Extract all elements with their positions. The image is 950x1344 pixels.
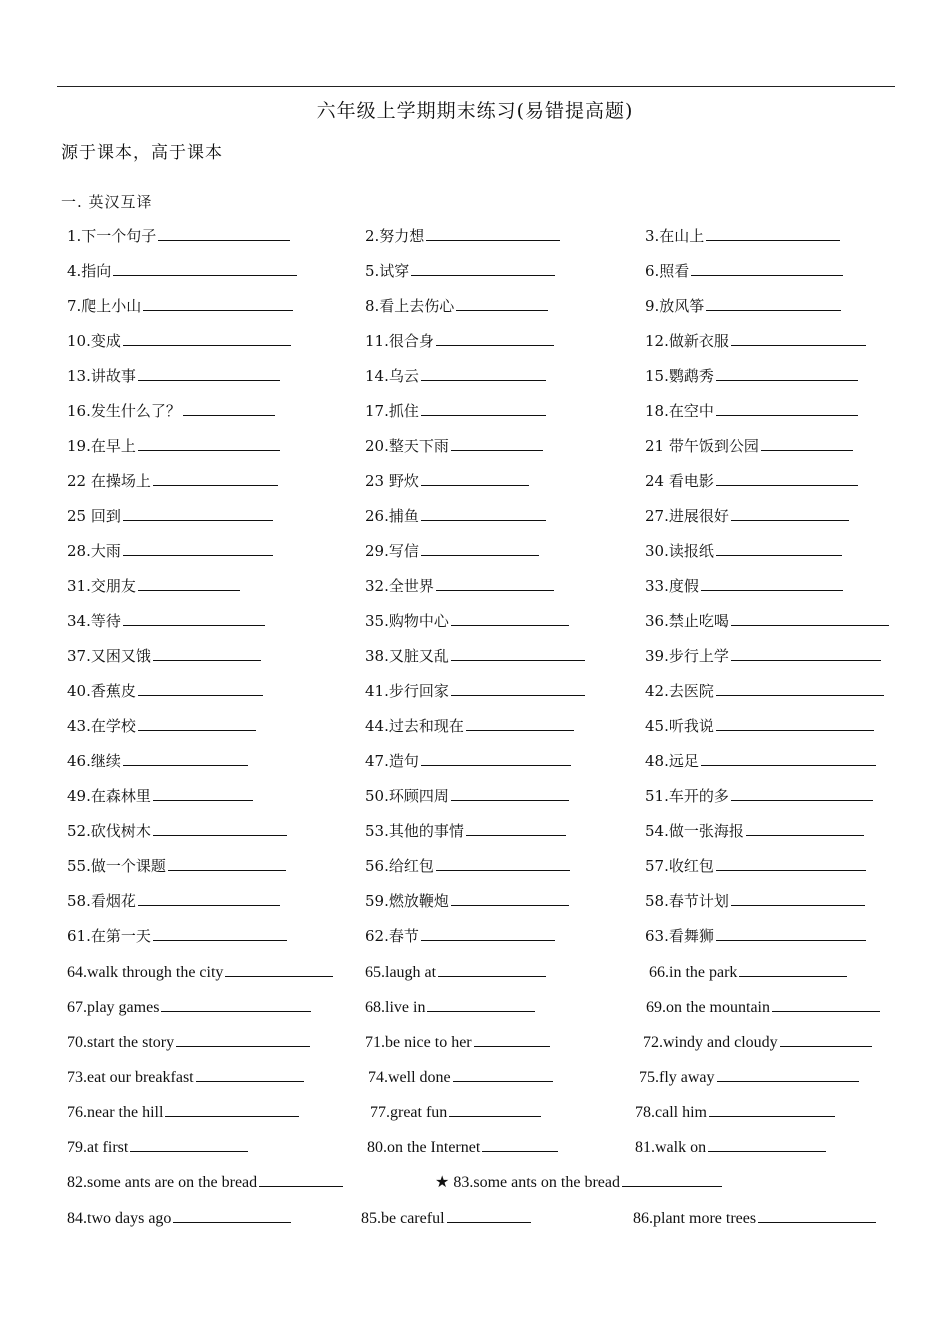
exercise-prompt: 33.度假 [645, 577, 699, 595]
answer-blank[interactable] [153, 786, 253, 801]
exercise-item [67, 891, 280, 911]
answer-blank[interactable] [449, 1102, 541, 1117]
exercise-item [645, 646, 881, 666]
exercise-prompt: 78.call him [635, 1104, 707, 1121]
exercise-item [67, 471, 278, 491]
answer-blank[interactable] [731, 786, 873, 801]
answer-blank[interactable] [138, 366, 280, 381]
answer-blank[interactable] [706, 226, 840, 241]
answer-blank[interactable] [772, 997, 880, 1012]
exercise-item [67, 576, 240, 596]
answer-blank[interactable] [622, 1172, 722, 1187]
answer-blank[interactable] [411, 261, 555, 276]
answer-blank[interactable] [421, 926, 555, 941]
exercise-prompt: 49.在森林里 [67, 787, 151, 805]
exercise-item [365, 506, 546, 526]
exercise-item [645, 681, 884, 701]
exercise-item [645, 296, 841, 316]
exercise-prompt: 14.乌云 [365, 367, 419, 385]
exercise-item [67, 506, 273, 526]
exercise-prompt: 41.步行回家 [365, 682, 449, 700]
answer-blank[interactable] [716, 926, 866, 941]
exercise-prompt: 10.变成 [67, 332, 121, 350]
answer-blank[interactable] [138, 716, 256, 731]
exercise-item [67, 296, 293, 316]
exercise-prompt: 48.远足 [645, 752, 699, 770]
answer-blank[interactable] [731, 891, 865, 906]
exercise-item [67, 856, 286, 876]
exercise-prompt: 62.春节 [365, 927, 419, 945]
exercise-prompt: 77.great fun [370, 1104, 448, 1121]
exercise-prompt: 72.windy and cloudy [643, 1034, 778, 1051]
answer-blank[interactable] [451, 786, 569, 801]
exercise-item [645, 506, 849, 526]
exercise-prompt: 1.下一个句子 [67, 227, 157, 245]
exercise-item [67, 331, 291, 351]
exercise-prompt: 45.听我说 [645, 717, 714, 735]
exercise-item [365, 786, 569, 806]
answer-blank[interactable] [716, 856, 866, 871]
exercise-item [67, 436, 280, 456]
exercise-prompt: 17.抓住 [365, 402, 419, 420]
answer-blank[interactable] [466, 716, 574, 731]
answer-blank[interactable] [123, 541, 273, 556]
exercise-item [645, 926, 866, 946]
exercise-item [646, 997, 880, 1018]
exercise-prompt: 20.整天下雨 [365, 437, 449, 455]
exercise-prompt: 53.其他的事情 [365, 822, 464, 840]
answer-blank[interactable] [143, 296, 293, 311]
exercise-item [365, 681, 585, 701]
exercise-item [67, 1208, 291, 1229]
answer-blank[interactable] [780, 1032, 872, 1047]
exercise-item [365, 856, 570, 876]
answer-blank[interactable] [421, 401, 546, 416]
answer-blank[interactable] [426, 226, 560, 241]
exercise-item [645, 786, 873, 806]
exercise-item [645, 891, 865, 911]
exercise-item [645, 541, 842, 561]
exercise-item [67, 926, 287, 946]
answer-blank[interactable] [758, 1208, 876, 1223]
answer-blank[interactable] [731, 331, 866, 346]
exercise-prompt: 34.等待 [67, 612, 121, 630]
answer-blank[interactable] [196, 1067, 304, 1082]
exercise-item [67, 366, 280, 386]
answer-blank[interactable] [708, 1137, 826, 1152]
exercise-item [370, 1102, 541, 1123]
exercise-item [365, 1032, 550, 1053]
exercise-item [365, 997, 535, 1018]
exercise-item [365, 821, 566, 841]
exercise-prompt: 35.购物中心 [365, 612, 449, 630]
answer-blank[interactable] [421, 471, 529, 486]
exercise-prompt: 13.讲故事 [67, 367, 136, 385]
exercise-item [645, 261, 843, 281]
exercise-prompt: 73.eat our breakfast [67, 1069, 194, 1086]
exercise-item [368, 1067, 553, 1088]
exercise-item [67, 261, 297, 281]
exercise-item [649, 962, 847, 983]
exercise-item [365, 646, 585, 666]
exercise-prompt: 31.交朋友 [67, 577, 136, 595]
exercise-prompt: 23 野炊 [365, 472, 419, 490]
exercise-item [645, 401, 858, 421]
answer-blank[interactable] [701, 751, 876, 766]
exercise-prompt: 84.two days ago [67, 1210, 172, 1227]
answer-blank[interactable] [691, 261, 843, 276]
exercise-prompt: 43.在学校 [67, 717, 136, 735]
answer-blank[interactable] [138, 436, 280, 451]
exercise-item [365, 226, 560, 246]
exercise-prompt: 2.努力想 [365, 227, 425, 245]
exercise-prompt: 79.at first [67, 1139, 129, 1156]
exercise-prompt: 74.well done [368, 1069, 451, 1086]
exercise-prompt: 66.in the park [649, 964, 738, 981]
exercise-item [633, 1208, 876, 1229]
answer-blank[interactable] [173, 1208, 291, 1223]
exercise-item [67, 646, 261, 666]
exercise-item [645, 821, 864, 841]
exercise-prompt: 28.大雨 [67, 542, 121, 560]
exercise-prompt: 32.全世界 [365, 577, 434, 595]
answer-blank[interactable] [153, 646, 261, 661]
exercise-prompt: 50.环顾四周 [365, 787, 449, 805]
top-rule [57, 86, 895, 87]
exercise-prompt: 65.laugh at [365, 964, 437, 981]
answer-blank[interactable] [421, 751, 571, 766]
exercise-prompt: 46.继续 [67, 752, 121, 770]
exercise-prompt: ★ 83.some ants on the bread [435, 1174, 620, 1191]
exercise-prompt: 61.在第一天 [67, 927, 151, 945]
answer-blank[interactable] [716, 541, 842, 556]
exercise-item [67, 997, 311, 1018]
exercise-item [645, 856, 866, 876]
answer-blank[interactable] [421, 506, 546, 521]
exercise-item [365, 962, 546, 983]
exercise-item [67, 401, 275, 421]
exercise-item [645, 366, 858, 386]
exercise-prompt: 80.on the Internet [367, 1139, 481, 1156]
exercise-item [645, 331, 866, 351]
exercise-prompt: 44.过去和现在 [365, 717, 464, 735]
exercise-item [67, 1032, 310, 1053]
exercise-item [365, 891, 569, 911]
exercise-prompt: 57.收红包 [645, 857, 714, 875]
exercise-prompt: 51.车开的多 [645, 787, 729, 805]
exercise-item [643, 1032, 872, 1053]
exercise-item [635, 1102, 835, 1123]
exercise-prompt: 27.进展很好 [645, 507, 729, 525]
exercise-item [365, 296, 548, 316]
answer-blank[interactable] [482, 1137, 558, 1152]
answer-blank[interactable] [451, 436, 543, 451]
exercise-item [645, 471, 858, 491]
exercise-prompt: 85.be careful [361, 1210, 445, 1227]
answer-blank[interactable] [161, 997, 311, 1012]
answer-blank[interactable] [731, 611, 889, 626]
worksheet-title: 六年级上学期期末练习(易错提高题) [316, 100, 634, 122]
exercise-prompt: 59.燃放鞭炮 [365, 892, 449, 910]
exercise-prompt: 58.春节计划 [645, 892, 729, 910]
exercise-item [67, 1067, 304, 1088]
answer-blank[interactable] [456, 296, 548, 311]
exercise-item [635, 1137, 826, 1158]
exercise-item [645, 436, 853, 456]
exercise-item [365, 576, 554, 596]
exercise-prompt: 39.步行上学 [645, 647, 729, 665]
exercise-item [645, 751, 876, 771]
exercise-prompt: 5.试穿 [365, 262, 410, 280]
answer-blank[interactable] [165, 1102, 299, 1117]
exercise-item [67, 611, 265, 631]
exercise-item [67, 751, 248, 771]
exercise-item [367, 1137, 558, 1158]
exercise-prompt: 22 在操场上 [67, 472, 151, 490]
exercise-prompt: 71.be nice to her [365, 1034, 472, 1051]
answer-blank[interactable] [716, 366, 858, 381]
answer-blank[interactable] [436, 331, 554, 346]
exercise-prompt: 19.在早上 [67, 437, 136, 455]
exercise-item [365, 436, 543, 456]
exercise-item [645, 611, 889, 631]
answer-blank[interactable] [447, 1208, 531, 1223]
answer-blank[interactable] [123, 506, 273, 521]
answer-blank[interactable] [761, 436, 853, 451]
exercise-prompt: 12.做新衣服 [645, 332, 729, 350]
exercise-item [365, 611, 569, 631]
exercise-prompt: 68.live in [365, 999, 426, 1016]
exercise-item [67, 541, 273, 561]
exercise-prompt: 76.near the hill [67, 1104, 164, 1121]
exercise-item [365, 261, 555, 281]
exercise-prompt: 42.去医院 [645, 682, 714, 700]
answer-blank[interactable] [153, 821, 287, 836]
answer-blank[interactable] [427, 997, 535, 1012]
exercise-prompt: 25 回到 [67, 507, 121, 525]
answer-blank[interactable] [421, 541, 539, 556]
answer-blank[interactable] [130, 1137, 248, 1152]
exercise-item [645, 716, 874, 736]
exercise-item [645, 576, 843, 596]
answer-blank[interactable] [716, 716, 874, 731]
answer-blank[interactable] [123, 751, 248, 766]
exercise-prompt: 70.start the story [67, 1034, 175, 1051]
exercise-prompt: 63.看舞狮 [645, 927, 714, 945]
exercise-prompt: 7.爬上小山 [67, 297, 142, 315]
exercise-prompt: 15.鹦鹉秀 [645, 367, 714, 385]
exercise-item [639, 1067, 859, 1088]
answer-blank[interactable] [716, 681, 884, 696]
answer-blank[interactable] [421, 366, 546, 381]
exercise-prompt: 9.放风筝 [645, 297, 705, 315]
answer-blank[interactable] [436, 856, 570, 871]
exercise-item [645, 226, 840, 246]
exercise-prompt: 36.禁止吃喝 [645, 612, 729, 630]
answer-blank[interactable] [168, 856, 286, 871]
answer-blank[interactable] [123, 611, 265, 626]
exercise-item [67, 1137, 248, 1158]
answer-blank[interactable] [438, 962, 546, 977]
exercise-prompt: 55.做一个课题 [67, 857, 166, 875]
answer-blank[interactable] [436, 576, 554, 591]
exercise-prompt: 67.play games [67, 999, 160, 1016]
exercise-item [67, 821, 287, 841]
exercise-prompt: 56.给红包 [365, 857, 434, 875]
exercise-item [365, 716, 574, 736]
exercise-item [365, 331, 554, 351]
answer-blank[interactable] [123, 331, 291, 346]
answer-blank[interactable] [731, 646, 881, 661]
exercise-prompt: 47.造句 [365, 752, 419, 770]
exercise-item [365, 471, 529, 491]
exercise-prompt: 3.在山上 [645, 227, 705, 245]
exercise-prompt: 21 带午饭到公园 [645, 437, 759, 455]
exercise-item [67, 226, 290, 246]
exercise-prompt: 82.some ants are on the bread [67, 1174, 258, 1191]
exercise-prompt: 40.香蕉皮 [67, 682, 136, 700]
exercise-prompt: 58.看烟花 [67, 892, 136, 910]
exercise-prompt: 37.又困又饿 [67, 647, 151, 665]
exercise-prompt: 29.写信 [365, 542, 419, 560]
answer-blank[interactable] [706, 296, 841, 311]
exercise-prompt: 52.砍伐树木 [67, 822, 151, 840]
answer-blank[interactable] [451, 681, 585, 696]
worksheet-subtitle: 源于课本，高于课本 [61, 143, 223, 163]
answer-blank[interactable] [451, 646, 585, 661]
answer-blank[interactable] [474, 1032, 550, 1047]
exercise-item [365, 926, 555, 946]
answer-blank[interactable] [466, 821, 566, 836]
exercise-prompt: 18.在空中 [645, 402, 714, 420]
section-heading: 一. 英汉互译 [61, 193, 153, 211]
answer-blank[interactable] [225, 962, 333, 977]
answer-blank[interactable] [451, 611, 569, 626]
exercise-prompt: 30.读报纸 [645, 542, 714, 560]
answer-blank[interactable] [731, 506, 849, 521]
exercise-item [365, 541, 539, 561]
answer-blank[interactable] [158, 226, 290, 241]
answer-blank[interactable] [138, 681, 263, 696]
answer-blank[interactable] [717, 1067, 859, 1082]
exercise-item [67, 786, 253, 806]
exercise-prompt: 81.walk on [635, 1139, 707, 1156]
exercise-prompt: 6.照看 [645, 262, 690, 280]
answer-blank[interactable] [259, 1172, 343, 1187]
answer-blank[interactable] [176, 1032, 310, 1047]
exercise-prompt: 69.on the mountain [646, 999, 770, 1016]
answer-blank[interactable] [113, 261, 297, 276]
exercise-prompt: 86.plant more trees [633, 1210, 757, 1227]
answer-blank[interactable] [138, 576, 240, 591]
exercise-prompt: 54.做一张海报 [645, 822, 744, 840]
exercise-prompt: 26.捕鱼 [365, 507, 419, 525]
exercise-item [365, 751, 571, 771]
answer-blank[interactable] [153, 926, 287, 941]
exercise-prompt: 75.fly away [639, 1069, 715, 1086]
exercise-prompt: 38.又脏又乱 [365, 647, 449, 665]
exercise-item [435, 1172, 722, 1193]
answer-blank[interactable] [739, 962, 847, 977]
exercise-item [67, 716, 256, 736]
exercise-prompt: 16.发生什么了？ [67, 402, 181, 420]
exercise-prompt: 8.看上去伤心 [365, 297, 455, 315]
exercise-item [67, 962, 333, 983]
answer-blank[interactable] [138, 891, 280, 906]
exercise-item [365, 401, 546, 421]
answer-blank[interactable] [716, 471, 858, 486]
exercise-prompt: 64.walk through the city [67, 964, 224, 981]
exercise-prompt: 4.指向 [67, 262, 112, 280]
answer-blank[interactable] [716, 401, 858, 416]
answer-blank[interactable] [453, 1067, 553, 1082]
exercise-prompt: 24 看电影 [645, 472, 714, 490]
answer-blank[interactable] [701, 576, 843, 591]
exercise-item [67, 681, 263, 701]
exercise-item [67, 1102, 299, 1123]
exercise-prompt: 11.很合身 [365, 332, 434, 350]
answer-blank[interactable] [183, 401, 275, 416]
exercise-item [365, 366, 546, 386]
exercise-item [361, 1208, 531, 1229]
answer-blank[interactable] [746, 821, 864, 836]
answer-blank[interactable] [153, 471, 278, 486]
answer-blank[interactable] [709, 1102, 835, 1117]
answer-blank[interactable] [451, 891, 569, 906]
exercise-item [67, 1172, 343, 1193]
